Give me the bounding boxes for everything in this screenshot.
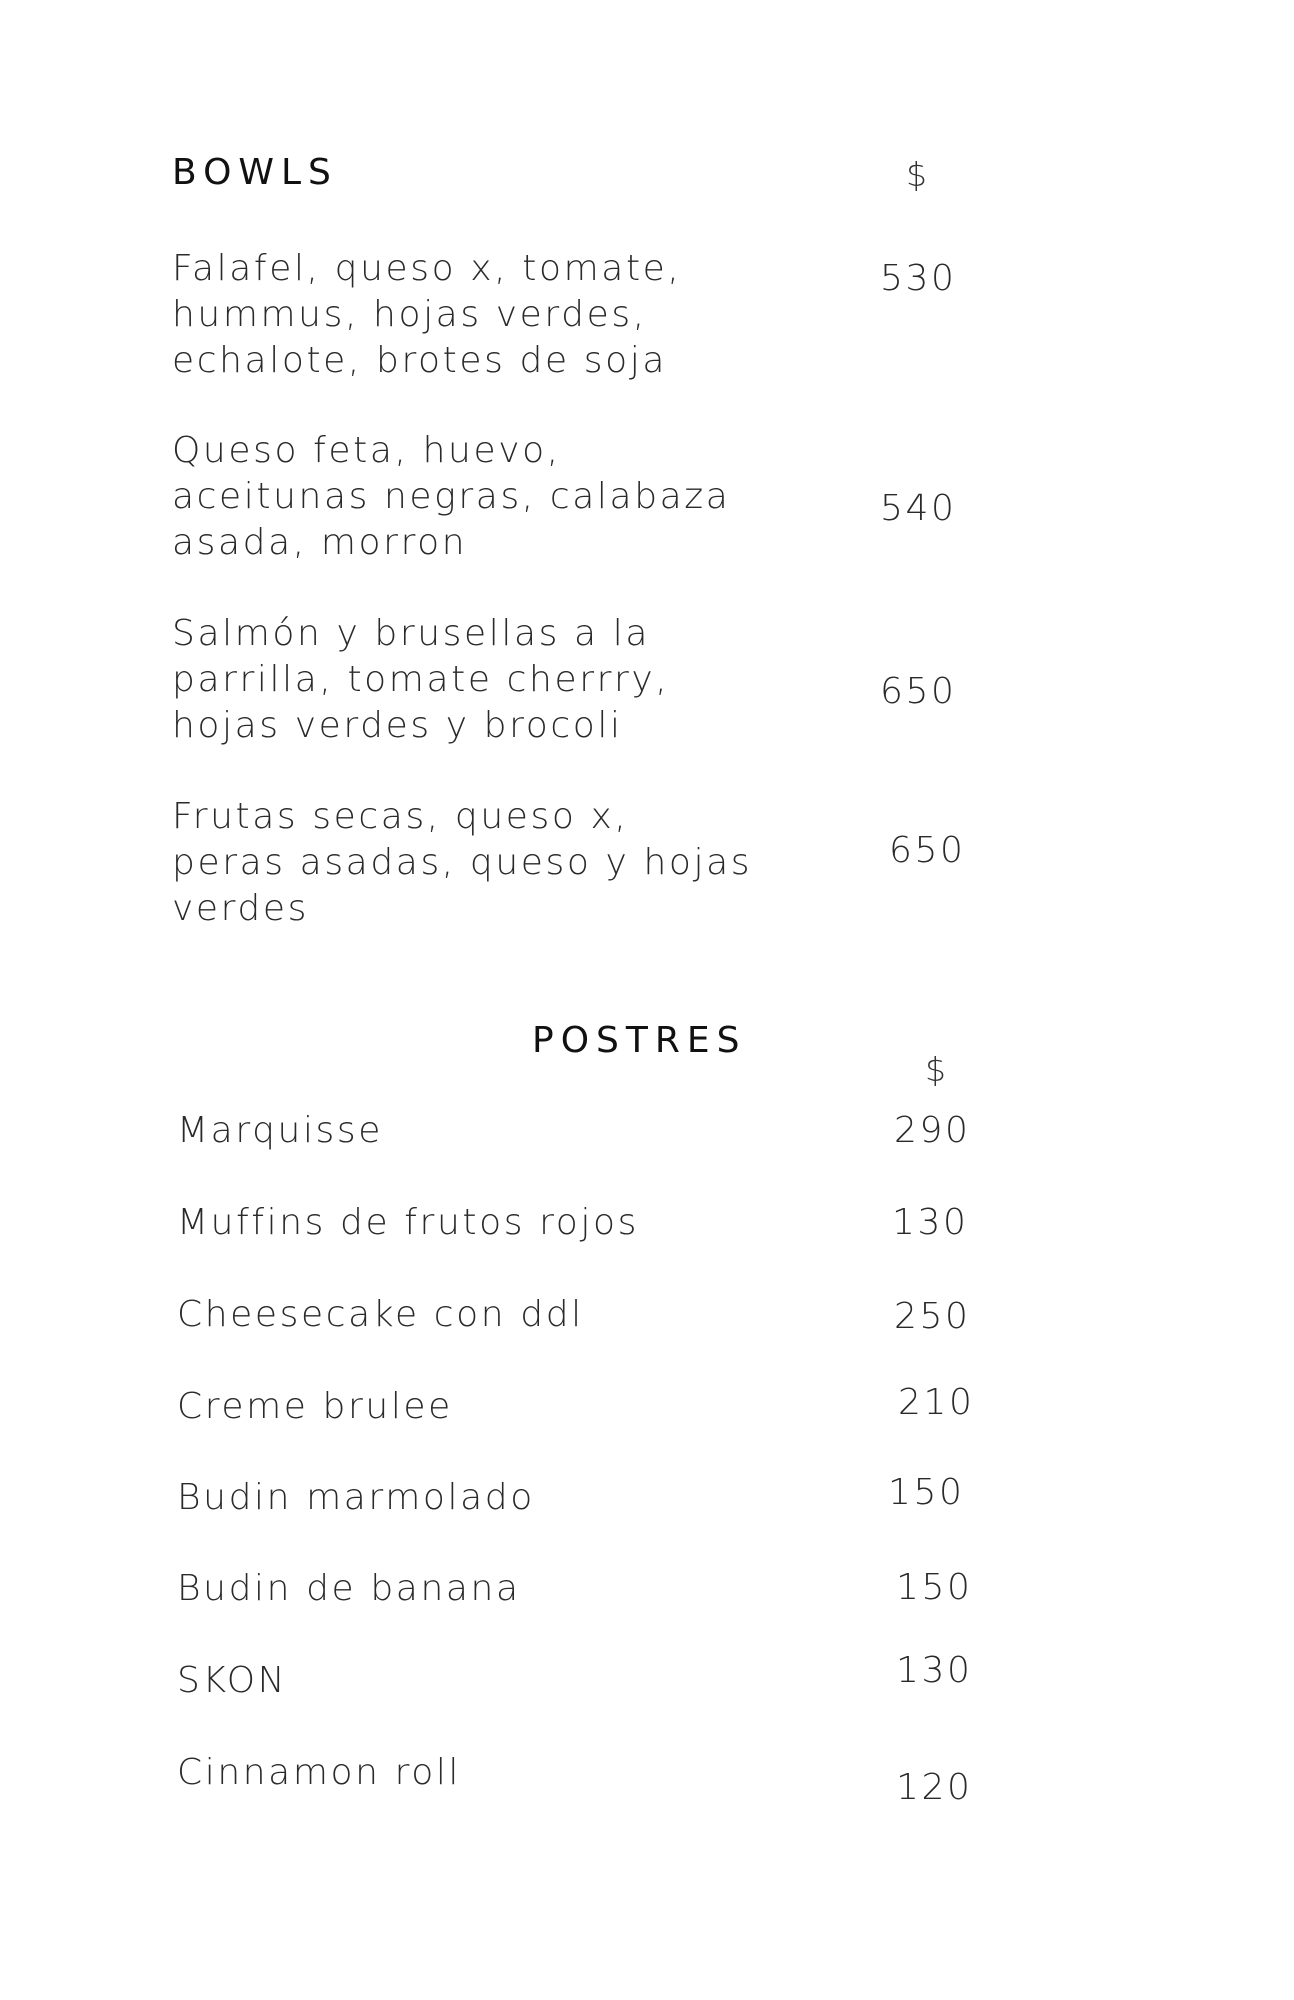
dessert-item-5-price: 150	[888, 1472, 965, 1513]
dessert-item-7-price: 130	[896, 1650, 973, 1691]
dessert-item-7-name: SKON	[177, 1660, 288, 1701]
bowl-item-2-description: Queso feta, huevo, aceitunas negras, calabaza asada, morron	[172, 430, 731, 563]
dessert-item-4-price: 210	[898, 1382, 975, 1423]
postres-heading: POSTRES	[532, 1020, 747, 1061]
dessert-item-2-price: 130	[892, 1202, 969, 1243]
dessert-item-4-name: Creme brulee	[177, 1386, 453, 1427]
bowls-currency-label: $	[906, 155, 927, 194]
bowl-item-4-description: Frutas secas, queso x, peras asadas, queso y hojas verdes	[172, 796, 753, 929]
dessert-item-1-price: 290	[894, 1110, 971, 1151]
bowls-heading: BOWLS	[172, 152, 338, 193]
dessert-item-1-name: Marquisse	[177, 1110, 384, 1151]
bowl-item-3-description: Salmón y brusellas a la parrilla, tomate cherrry, hojas verdes y brocoli	[172, 613, 670, 746]
bowl-item-2-price: 540	[880, 488, 957, 529]
bowl-item-1-description: Falafel, queso x, tomate, hummus, hojas verdes, echalote, brotes de soja	[172, 248, 682, 381]
bowl-item-1-price: 530	[880, 258, 957, 299]
dessert-item-6-price: 150	[896, 1567, 973, 1608]
dessert-item-3-name: Cheesecake con ddl	[177, 1294, 584, 1335]
dessert-item-6-name: Budin de banana	[177, 1568, 521, 1609]
bowl-item-4-price: 650	[889, 830, 966, 871]
dessert-item-3-price: 250	[894, 1296, 971, 1337]
postres-currency-label: $	[925, 1050, 946, 1089]
dessert-item-8-price: 120	[896, 1767, 973, 1808]
dessert-item-2-name: Muffins de frutos rojos	[177, 1202, 639, 1243]
dessert-item-8-name: Cinnamon roll	[177, 1752, 462, 1793]
bowl-item-3-price: 650	[880, 671, 957, 712]
dessert-item-5-name: Budin marmolado	[177, 1477, 535, 1518]
